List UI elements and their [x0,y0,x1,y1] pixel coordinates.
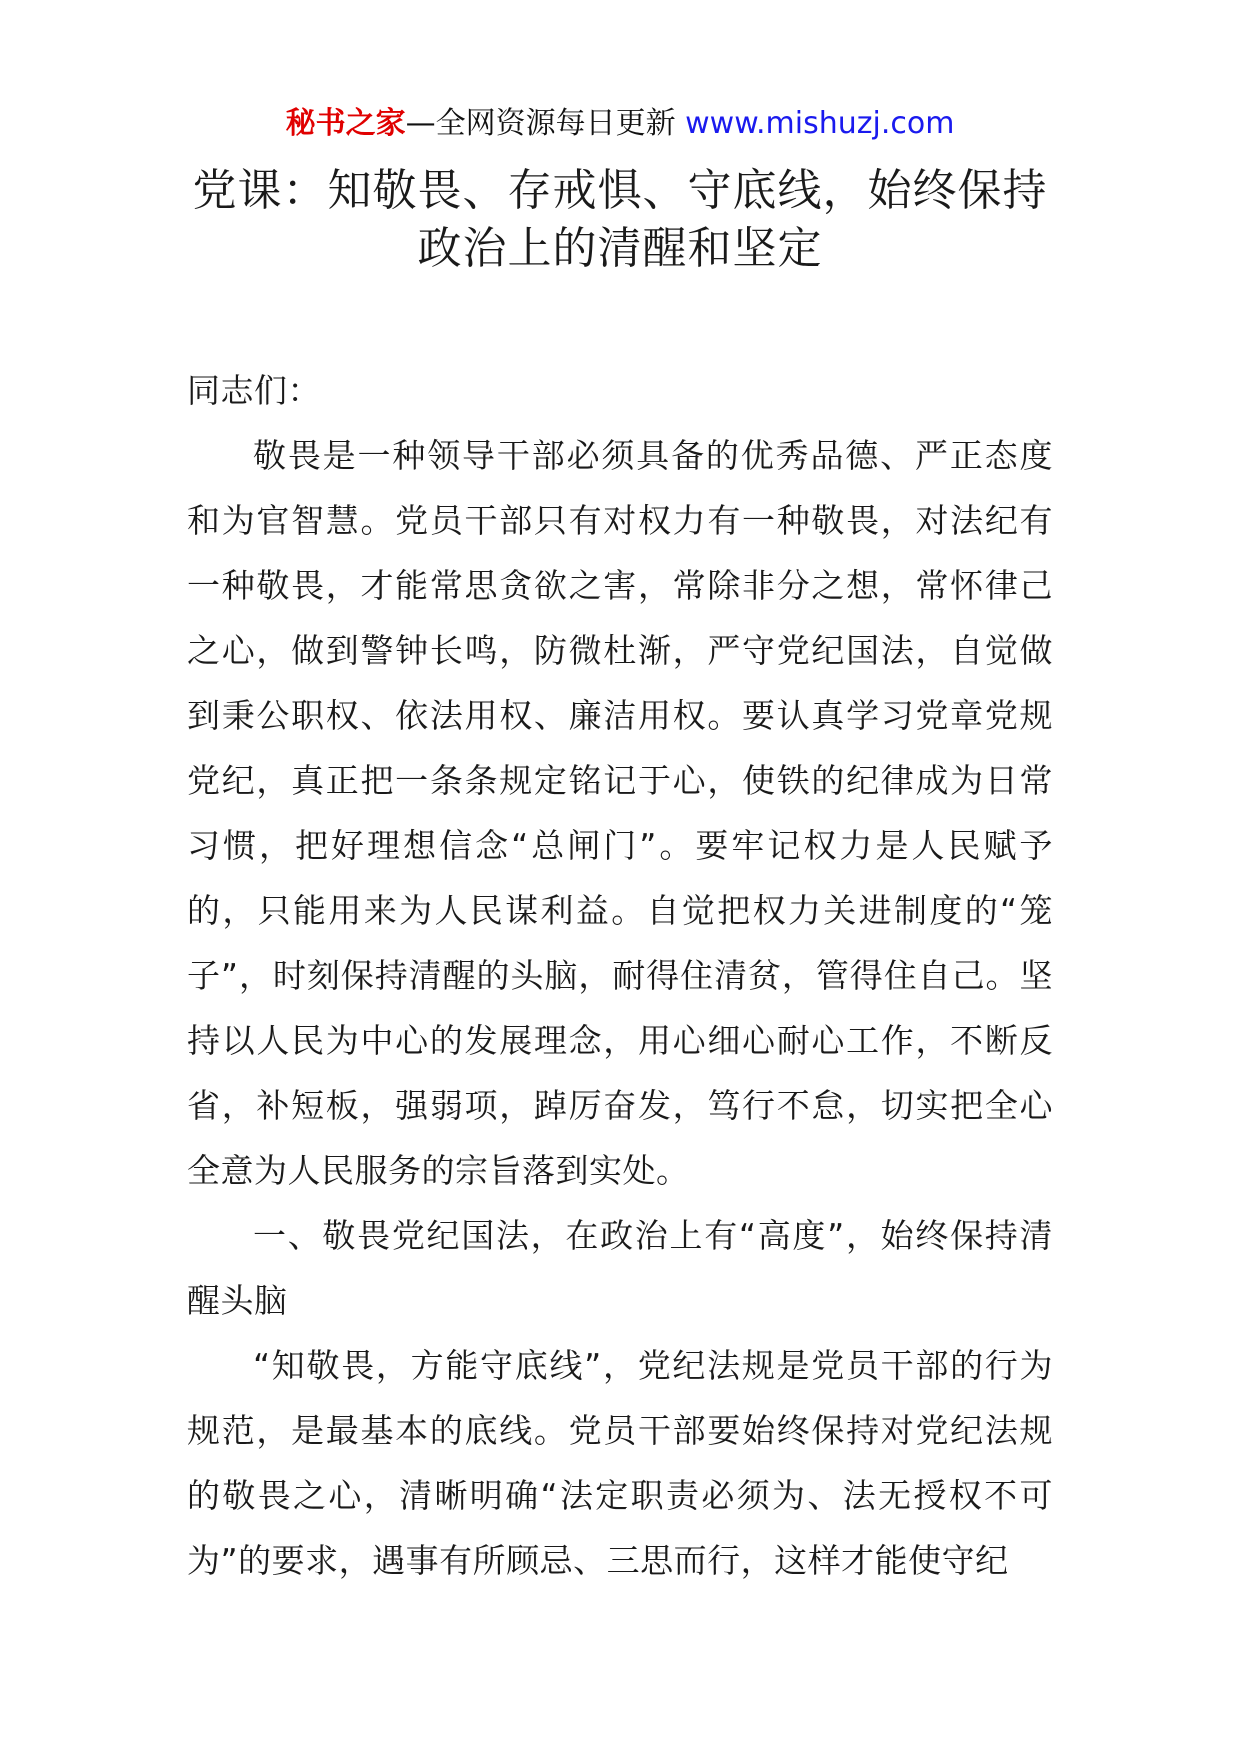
title-line-2: 政治上的清醒和坚定 [417,223,823,274]
brand-name: 秘书之家 [285,106,406,141]
section-heading-1: 一、敬畏党纪国法，在政治上有“高度”，始终保持清醒头脑 [187,1216,1053,1320]
site-header [0,104,1240,144]
header-tagline: —全网资源每日更新 [405,106,686,141]
salutation: 同志们： [187,371,321,410]
paragraph-section-1: “知敬畏，方能守底线”，党纪法规是党员干部的行为规范，是最基本的底线。党员干部要始终保持对党纪法规的敬畏之心，清晰明确“法定职责必须为、法无授权不可为”的要求，遇事有所顾忌、三思而行，这样才能使守纪 [187,1346,1053,1580]
title-line-1: 党课：知敬畏、存戒惧、守底线，始终保持 [192,165,1048,216]
document-title [120,162,1120,278]
paragraph-intro: 敬畏是一种领导干部必须具备的优秀品德、严正态度和为官智慧。党员干部只有对权力有一种敬畏，对法纪有一种敬畏，才能常思贪欲之害，常除非分之想，常怀律己之心，做到警钟长鸣，防微杜渐，严守党纪国法，自觉做到秉公职权、依法用权、廉洁用权。要认真学习党章党规党纪，真正把一条条规定铭记于心，使铁的纪律成为日常习惯，把好理想信念“总闸门”。要牢记权力是人民赋予的，只能用来为人民谋利益。自觉把权力关进制度的“笼子”，时刻保持清醒的头脑，耐得住清贫，管得住自己。坚持以人民为中心的发展理念，用心细心耐心工作，不断反省，补短板，强弱项，踔厉奋发，笃行不怠，切实把全心全意为人民服务的宗旨落到实处。 [187,436,1053,1190]
site-url-link[interactable]: www.mishuzj.com [685,106,955,141]
document-body [187,358,1053,1593]
